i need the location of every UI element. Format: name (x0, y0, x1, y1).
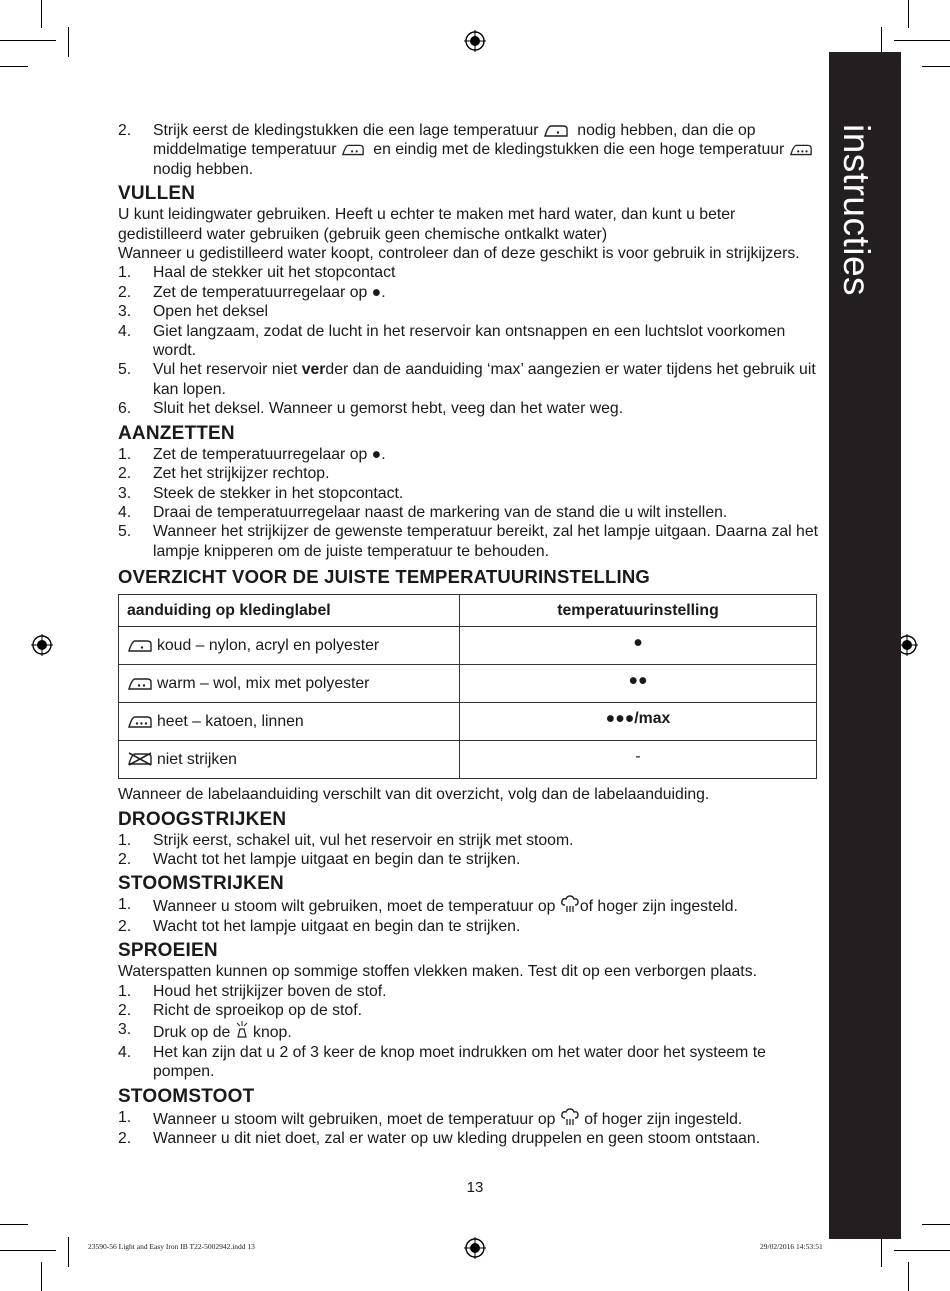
list-item: 2. Wanneer u dit niet doet, zal er water op uw kleding druppelen en geen stoom ontstaan. (118, 1130, 761, 1147)
list-item: 1. Wanneer u stoom wilt gebruiken, moet de temperatuur op of hoger zijn ingesteld. (118, 896, 738, 916)
iron-1dot-icon (543, 124, 569, 137)
list-item: 3. Druk op de knop. (118, 1021, 292, 1042)
iron-3dot-icon (789, 143, 813, 156)
table-cell: niet strijken (119, 741, 460, 779)
table-cell: heet – katoen, linnen (119, 703, 460, 741)
list-item: 5. Wanneer het strijkijzer de gewenste temperatuur bereikt, zal het lampje uitgaan. Daarna zal het lampje knipperen om de juiste temperatuur te behouden. (118, 523, 818, 560)
section-heading-droogstrijken: DROOGSTRIJKEN (118, 808, 287, 830)
section-heading-sproeien: SPROEIEN (118, 940, 218, 962)
list-item: 3. Open het deksel (118, 303, 269, 321)
table-cell: ●●●/max (460, 703, 817, 741)
crop-mark (922, 66, 950, 67)
column-header: temperatuurinstelling (460, 595, 817, 627)
list-item: 2. Wacht tot het lampje uitgaat en begin dan te strijken. (118, 917, 521, 935)
table-row (119, 741, 817, 779)
table-row (119, 703, 817, 741)
page-number: 13 (466, 1179, 484, 1196)
list-item: 2. Zet de temperatuurregelaar op ●. (118, 283, 386, 301)
list-item: 2. Wacht tot het lampje uitgaat en begin dan te strijken. (118, 850, 521, 868)
list-number: 2. (118, 122, 132, 139)
steam-icon (560, 895, 580, 913)
crop-mark (41, 0, 42, 28)
list-item: 4. Draai de temperatuurregelaar naast de markering van de stand die u wilt instellen. (118, 503, 728, 521)
sidebar-title-wrap (829, 52, 901, 1239)
table-cell: koud – nylon, acryl en polyester (119, 627, 460, 665)
column-header: aanduiding op kledinglabel (119, 595, 460, 627)
iron-2dot-icon (127, 677, 153, 690)
paragraph: Wanneer u gedistilleerd water koopt, controleer dan of deze geschikt is voor gebruik in strijkijzers. (118, 245, 800, 263)
page-content (118, 121, 818, 1148)
crop-mark (881, 1237, 882, 1267)
registration-mark-icon (464, 1237, 486, 1259)
list-item: 4. Giet langzaam, zodat de lucht in het reservoir kan ontsnappen en een luchtslot voorkomen wordt. (118, 322, 786, 360)
spray-button-icon (235, 1020, 249, 1038)
paragraph: U kunt leidingwater gebruiken. Heeft u echter te maken met hard water, dan kunt u beter gedistilleerd water gebruiken (gebruik geen chemische ontkalkt water) (118, 206, 736, 243)
slug-timestamp: 29/02/2016 14:53:51 (760, 1242, 823, 1251)
iron-2dot-icon (341, 143, 365, 156)
iron-3dot-icon (127, 715, 153, 728)
table-row (119, 627, 817, 665)
crop-mark (0, 1250, 56, 1251)
section-heading-stoomstoot: STOOMSTOOT (118, 1085, 255, 1107)
list-item: 2. Richt de sproeikop op de stof. (118, 1001, 362, 1019)
table-cell: - (460, 741, 817, 779)
intro-text: Strijk eerst de kledingstukken die een lage temperatuur nodig hebben, dan die op middelmatige temperatuur en eindig met de kledingstukken die een hoge temperatuur nodig hebben. (153, 121, 818, 179)
sidebar-title: instructies (836, 124, 877, 297)
section-heading-vullen: VULLEN (118, 183, 196, 205)
list-item: 1. Houd het strijkijzer boven de stof. (118, 982, 387, 1000)
no-iron-icon (127, 752, 153, 766)
intro-list-item (118, 121, 818, 179)
crop-mark (41, 1262, 42, 1291)
list-item: 1. Zet de temperatuurregelaar op ●. (118, 445, 386, 463)
crop-mark (922, 1224, 950, 1225)
steam-icon (560, 1108, 580, 1126)
list-item: 1. Wanneer u stoom wilt gebruiken, moet de temperatuur op of hoger zijn ingesteld. (118, 1108, 743, 1128)
crop-mark (894, 1250, 950, 1251)
crop-mark (908, 0, 909, 28)
crop-mark (68, 27, 69, 57)
crop-mark (894, 40, 950, 41)
crop-mark (0, 40, 56, 41)
crop-mark (0, 66, 28, 67)
list-item: 6. Sluit het deksel. Wanneer u gemorst hebt, veeg dan het water weg. (118, 400, 624, 418)
list-item: 1. Haal de stekker uit het stopcontact (118, 264, 396, 282)
table-cell: warm – wol, mix met polyester (119, 665, 460, 703)
section-heading-aanzetten: AANZETTEN (118, 422, 235, 444)
registration-mark-icon (464, 30, 486, 52)
crop-mark (908, 1262, 909, 1291)
table-cell: ●● (460, 665, 817, 703)
paragraph: Wanneer de labelaanduiding verschilt van dit overzicht, volg dan de labelaanduiding. (118, 786, 710, 804)
table-cell: ● (460, 627, 817, 665)
paragraph: Waterspatten kunnen op sommige stoffen vlekken maken. Test dit op een verborgen plaats. (118, 963, 757, 981)
list-item: 3. Steek de stekker in het stopcontact. (118, 484, 404, 502)
list-item: 2. Zet het strijkijzer rechtop. (118, 465, 330, 483)
iron-1dot-icon (127, 639, 153, 652)
slug-file: 23590-56 Light and Easy Iron IB T22-5002942.indd 13 (88, 1242, 255, 1251)
list-item: 1. Strijk eerst, schakel uit, vul het reservoir en strijk met stoom. (118, 831, 574, 849)
temperature-table (118, 594, 817, 779)
table-header-row (119, 595, 817, 627)
crop-mark (0, 1224, 28, 1225)
registration-mark-icon (31, 634, 53, 656)
list-item: 5. Vul het reservoir niet verder dan de aanduiding ‘max’ aangezien er water tijdens het gebruik uit kan lopen. (118, 361, 816, 398)
section-heading-stoomstrijken: STOOMSTRIJKEN (118, 873, 284, 895)
table-row (119, 665, 817, 703)
list-item: 4. Het kan zijn dat u 2 of 3 keer de knop moet indrukken om het water door het systeem te pompen. (118, 1043, 766, 1081)
section-heading-overzicht: OVERZICHT VOOR DE JUISTE TEMPERATUURINSTELLING (118, 566, 651, 588)
crop-mark (68, 1237, 69, 1267)
